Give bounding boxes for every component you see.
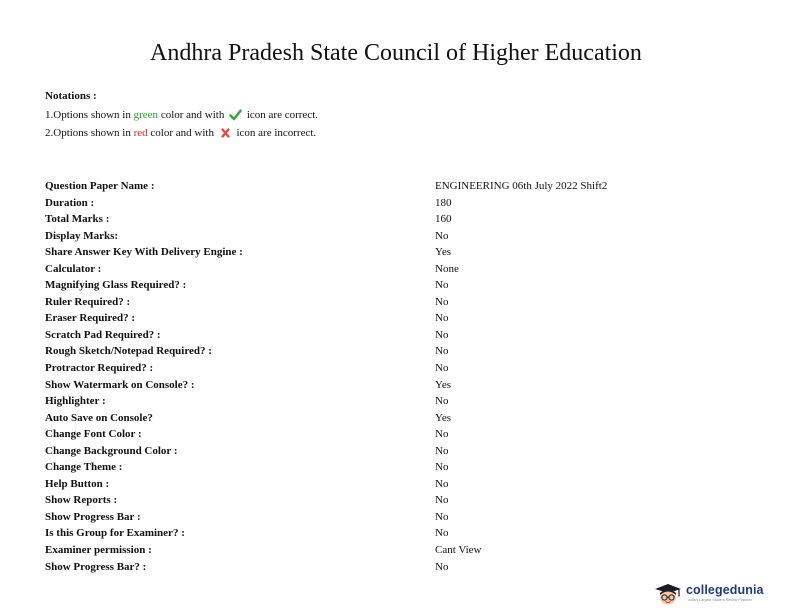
detail-label: Highlighter :: [45, 395, 106, 408]
detail-value: No: [435, 362, 449, 375]
cross-icon: [219, 127, 232, 139]
detail-label: Share Answer Key With Delivery Engine :: [45, 246, 243, 259]
detail-value: ENGINEERING 06th July 2022 Shift2: [435, 180, 608, 192]
detail-value: No: [435, 229, 449, 242]
detail-value: Yes: [435, 411, 452, 424]
detail-value: No: [435, 510, 449, 523]
detail-value: No: [435, 444, 449, 457]
notation-correct: [45, 107, 318, 125]
brand-tagline: India's Largest Student Review Platform: [688, 598, 752, 602]
detail-label: Show Watermark on Console? :: [45, 378, 195, 391]
detail-value: No: [435, 461, 449, 474]
detail-value: Yes: [435, 246, 452, 259]
detail-label: Calculator :: [45, 262, 102, 275]
notation-incorrect-middle: color and with: [147, 126, 217, 139]
notation-incorrect: [45, 125, 318, 143]
detail-label: Change Font Color :: [45, 428, 142, 441]
detail-label: Duration :: [45, 196, 95, 209]
brand-watermark: [652, 582, 788, 606]
detail-label: Question Paper Name :: [45, 180, 155, 192]
detail-value: None: [435, 262, 459, 275]
detail-value: No: [435, 328, 449, 341]
notation-green-word: green: [133, 109, 159, 121]
collegedunia-logo-icon: [652, 582, 686, 606]
detail-label: Protractor Required? :: [45, 362, 154, 375]
detail-value: 160: [435, 213, 452, 226]
notation-correct-prefix: 1.Options shown in: [45, 109, 134, 121]
detail-value: No: [435, 345, 449, 358]
detail-value: No: [435, 295, 449, 308]
notations-section: [45, 89, 318, 142]
brand-name: collegedunia: [686, 583, 764, 597]
detail-label: Help Button :: [45, 477, 110, 490]
detail-label: Scratch Pad Required? :: [45, 328, 161, 341]
detail-value: 180: [435, 196, 452, 209]
detail-label: Is this Group for Examiner? :: [45, 527, 185, 540]
detail-label: Show Progress Bar? :: [45, 560, 147, 573]
detail-value: No: [435, 312, 449, 325]
detail-value: No: [435, 428, 449, 441]
detail-label: Ruler Required? :: [45, 295, 131, 308]
detail-value: No: [435, 527, 449, 540]
detail-label: Eraser Required? :: [45, 312, 136, 325]
notation-correct-middle: color and with: [158, 109, 228, 121]
detail-value: No: [435, 279, 449, 292]
detail-label: Total Marks :: [45, 213, 110, 226]
detail-label: Show Reports :: [45, 494, 118, 507]
detail-label: Show Progress Bar :: [45, 510, 141, 523]
detail-label: Rough Sketch/Notepad Required? :: [45, 345, 212, 358]
detail-label: Display Marks:: [45, 229, 119, 242]
detail-value: No: [435, 477, 449, 490]
detail-label: Auto Save on Console?: [45, 411, 153, 424]
notation-correct-suffix: icon are correct.: [244, 109, 319, 121]
detail-value: No: [435, 395, 449, 408]
detail-value: No: [435, 494, 449, 507]
notation-incorrect-suffix: icon are incorrect.: [233, 126, 317, 139]
notation-red-word: red: [133, 126, 148, 139]
detail-label: Change Theme :: [45, 461, 123, 474]
detail-label: Examiner permission :: [45, 544, 152, 557]
detail-value: No: [435, 560, 449, 573]
detail-value: Cant View: [435, 544, 482, 557]
detail-label: Magnifying Glass Required? :: [45, 279, 187, 292]
notation-incorrect-prefix: 2.Options shown in: [45, 126, 134, 139]
check-icon: [229, 109, 242, 121]
detail-label: Change Background Color :: [45, 444, 178, 457]
page-title: Andhra Pradesh State Council of Higher Education: [150, 40, 642, 66]
notations-heading: Notations :: [45, 90, 97, 102]
detail-value: Yes: [435, 378, 452, 391]
